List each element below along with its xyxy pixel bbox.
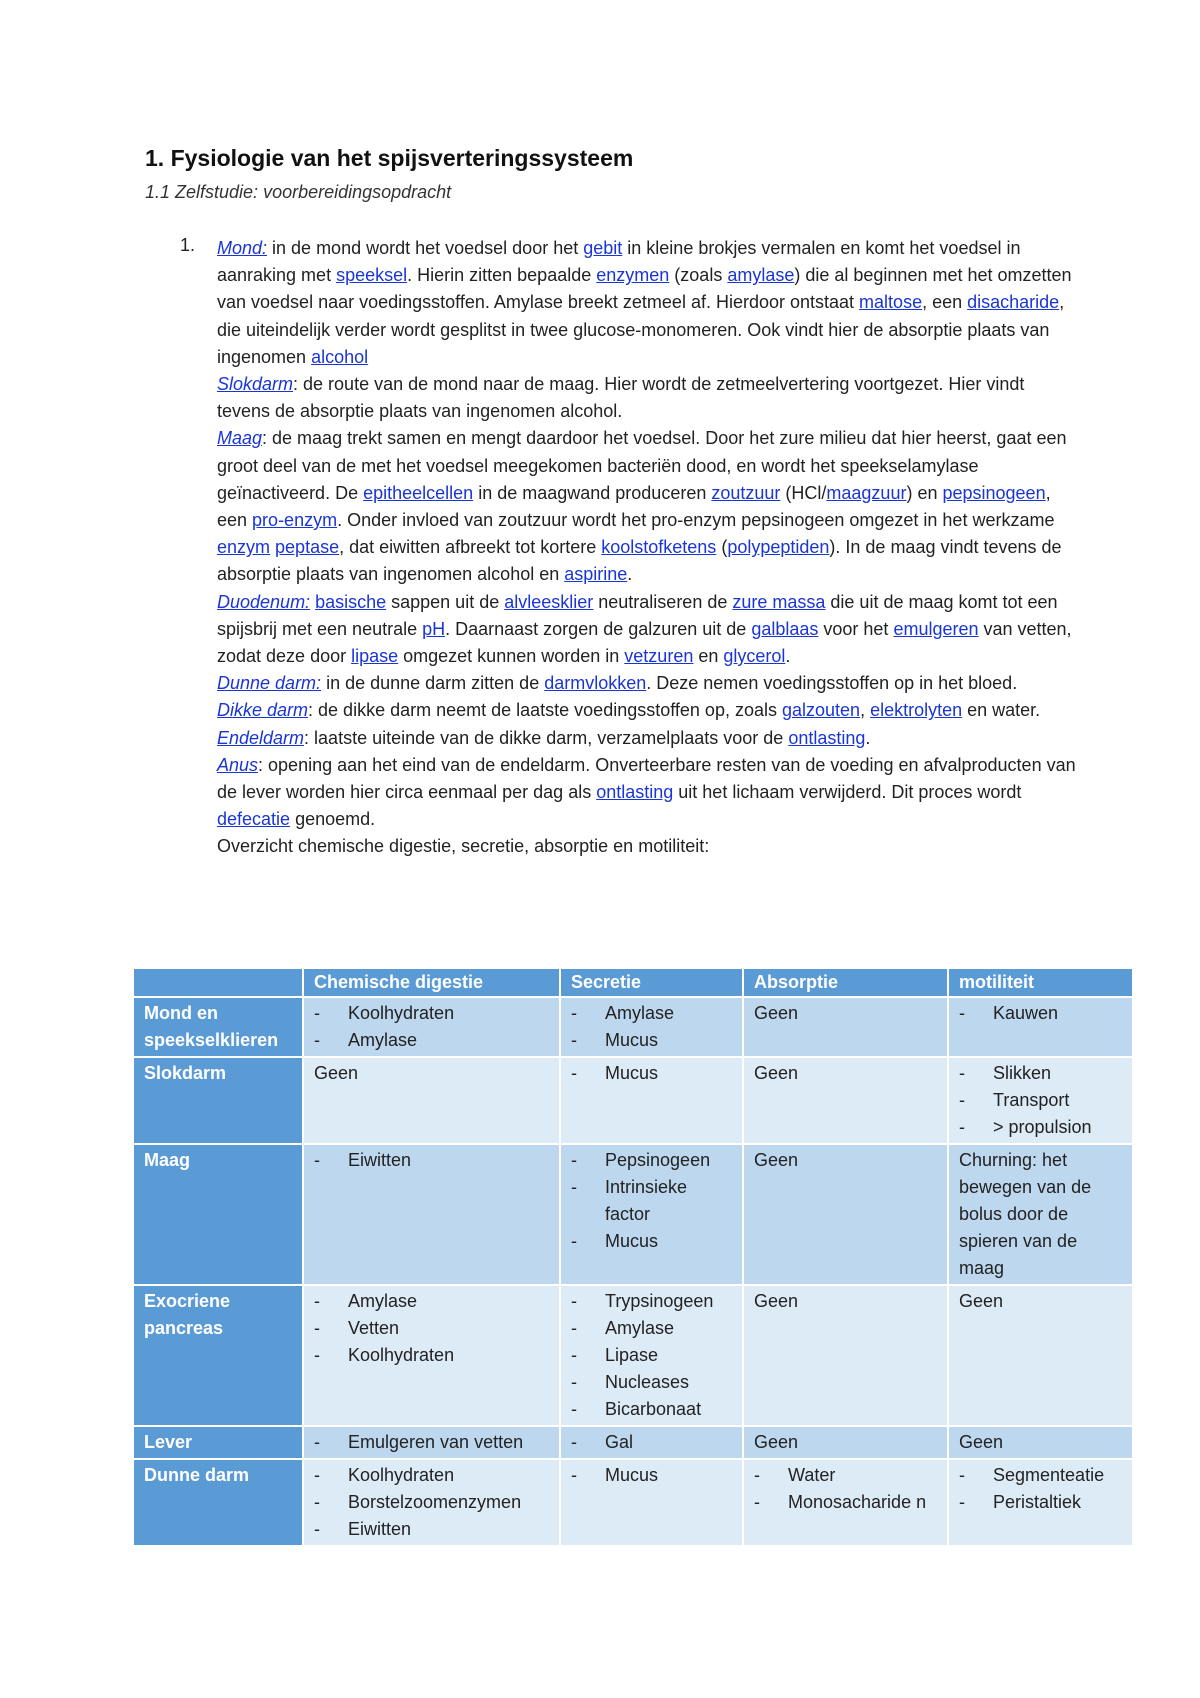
list-item: - Bicarbonaat — [571, 1396, 732, 1423]
list-item: - Slikken — [959, 1060, 1122, 1087]
text-segment: . Hierin zitten bepaalde — [407, 265, 597, 286]
table-cell — [948, 1057, 1133, 1144]
table-cell: Churning: het bewegen van de bolus door de spieren van de maag — [948, 1144, 1133, 1285]
list-item: - Amylase — [314, 1288, 549, 1315]
table-cell — [303, 1285, 560, 1426]
term-link[interactable]: maagzuur — [826, 482, 907, 503]
text-segment: en — [693, 646, 724, 667]
text-segment: , — [860, 700, 871, 721]
term-link[interactable]: galzouten — [781, 700, 861, 721]
term-link[interactable]: zoutzuur — [711, 482, 781, 503]
text-segment: : de maag trekt samen en mengt daardoor het voedsel. Door het zure milieu dat hier heerst, gaat een groot deel van de met het voedsel meegekomen bacteriën dood, en wordt het speekselamylase geïnactiveerd. De — [217, 428, 1067, 503]
table-cell: Geen — [743, 1285, 948, 1426]
list-item: - Pepsinogeen — [571, 1147, 732, 1174]
table-header-row — [133, 968, 1133, 997]
term-link[interactable]: Mond: — [217, 238, 268, 258]
list-item: - Intrinsieke factor — [571, 1174, 732, 1228]
list-item: - Amylase — [571, 1000, 732, 1027]
term-link[interactable]: Maag — [217, 428, 263, 449]
text-segment: genoemd. — [290, 809, 376, 830]
list-item: - Gal — [571, 1429, 732, 1456]
term-link[interactable]: basische — [315, 591, 387, 612]
paragraph — [217, 670, 1077, 697]
term-link[interactable]: vetzuren — [624, 646, 694, 667]
term-link[interactable]: galblaas — [751, 618, 819, 639]
text-segment: . Deze nemen voedingsstoffen op in het bloed. — [646, 673, 1018, 694]
table-cell — [948, 1459, 1133, 1546]
text-segment: sappen uit de — [386, 591, 505, 612]
column-header: Absorptie — [743, 968, 948, 997]
text-segment: : laatste uiteinde van de dikke darm, verzamelplaats voor de — [304, 727, 789, 748]
row-header: Maag — [133, 1144, 303, 1285]
row-header: Mond en speekselklieren — [133, 997, 303, 1057]
term-link[interactable]: gebit — [583, 238, 623, 258]
text-segment: : de dikke darm neemt de laatste voedingsstoffen op, zoals — [308, 700, 782, 721]
list-item: - Mucus — [571, 1060, 732, 1087]
term-link[interactable]: alcohol — [311, 346, 369, 367]
table-row — [133, 997, 1133, 1057]
column-header: Secretie — [560, 968, 743, 997]
list-item: - Vetten — [314, 1315, 549, 1342]
list-item: - > propulsion — [959, 1114, 1122, 1141]
cell-list — [959, 1060, 1122, 1141]
text-segment: . Daarnaast zorgen de galzuren uit de — [445, 618, 752, 639]
term-link[interactable]: Dunne darm: — [217, 673, 322, 694]
term-link[interactable]: polypeptiden — [727, 537, 830, 558]
table-row — [133, 1057, 1133, 1144]
list-item: - Segmenteatie — [959, 1462, 1122, 1489]
cell-list — [571, 1060, 732, 1087]
list-item: - Koolhydraten — [314, 1342, 549, 1369]
list-item: - Peristaltiek — [959, 1489, 1122, 1516]
list-item: - Eiwitten — [314, 1516, 549, 1543]
text-segment: die uit de maag komt tot een spijsbrij met een neutrale — [217, 591, 1058, 639]
term-link[interactable]: amylase — [727, 265, 795, 286]
text-segment: voor het — [818, 618, 894, 639]
term-link[interactable]: enzym — [217, 537, 271, 558]
table-cell — [560, 1426, 743, 1459]
cell-list — [314, 1000, 549, 1054]
list-item: - Monosacharide n — [754, 1489, 937, 1516]
list-item: - Emulgeren van vetten — [314, 1429, 549, 1456]
table-cell — [303, 997, 560, 1057]
term-link[interactable]: enzymen — [596, 265, 670, 286]
text-segment: omgezet kunnen worden in — [398, 646, 625, 667]
term-link[interactable]: epitheelcellen — [363, 482, 474, 503]
paragraph — [217, 752, 1077, 834]
term-link[interactable]: aspirine — [564, 564, 628, 585]
paragraph — [217, 697, 1077, 724]
page-title: 1. Fysiologie van het spijsverteringssysteem — [145, 145, 634, 171]
cell-list — [959, 1462, 1122, 1516]
list-item: - Trypsinogeen — [571, 1288, 732, 1315]
text-segment: uit het lichaam verwijderd. Dit proces wordt — [673, 782, 1022, 803]
list-item: - Mucus — [571, 1462, 732, 1489]
list-item: - Amylase — [314, 1027, 549, 1054]
table-row — [133, 1285, 1133, 1426]
row-header: Exocriene pancreas — [133, 1285, 303, 1426]
term-link[interactable]: defecatie — [217, 809, 291, 830]
cell-list — [314, 1288, 549, 1369]
list-item: - Mucus — [571, 1027, 732, 1054]
text-segment: ). In de maag vindt tevens de absorptie plaats van ingenomen alcohol en — [217, 537, 1062, 585]
table-cell — [560, 1459, 743, 1546]
text-segment: . — [627, 564, 633, 585]
text-segment: ) en — [906, 482, 943, 503]
list-item: - Nucleases — [571, 1369, 732, 1396]
paragraph — [217, 725, 1077, 752]
text-segment: , dat eiwitten afbreekt tot kortere — [339, 537, 602, 558]
table-cell: Geen — [948, 1285, 1133, 1426]
table-cell — [303, 1144, 560, 1285]
text-segment: in de maagwand produceren — [473, 482, 712, 503]
paragraph — [217, 371, 1077, 425]
table-cell — [560, 997, 743, 1057]
text-segment: van vetten, zodat deze door — [217, 618, 1072, 667]
cell-list — [314, 1147, 549, 1174]
paragraph — [217, 425, 1077, 588]
term-link[interactable]: disacharide — [967, 292, 1060, 313]
cell-list — [314, 1462, 549, 1543]
table-cell — [303, 1426, 560, 1459]
list-item: - Mucus — [571, 1228, 732, 1255]
text-segment: , een — [217, 482, 1051, 531]
term-link[interactable]: ontlasting — [788, 727, 866, 748]
list-item: - Lipase — [571, 1342, 732, 1369]
term-link[interactable]: pH — [422, 618, 446, 639]
paragraph — [217, 235, 1077, 371]
term-link[interactable]: Slokdarm — [217, 374, 294, 395]
row-header: Dunne darm — [133, 1459, 303, 1546]
list-item: - Kauwen — [959, 1000, 1122, 1027]
term-link[interactable]: zure massa — [732, 591, 826, 612]
term-link[interactable]: emulgeren — [893, 618, 979, 639]
table-row — [133, 1459, 1133, 1546]
table-cell: Geen — [303, 1057, 560, 1144]
text-segment: . Onder invloed van zoutzuur wordt het pro-enzym pepsinogeen omgezet in het werkzame — [337, 510, 1055, 531]
table-cell: Geen — [743, 997, 948, 1057]
cell-list — [959, 1000, 1122, 1027]
answer-text — [217, 235, 1077, 861]
term-link[interactable]: koolstofketens — [601, 537, 717, 558]
table-cell — [560, 1144, 743, 1285]
table-cell: Geen — [743, 1426, 948, 1459]
term-link[interactable]: Endeldarm — [217, 727, 305, 748]
table-cell: Geen — [948, 1426, 1133, 1459]
text-segment: in de mond wordt het voedsel door het — [267, 238, 584, 258]
table-row — [133, 1426, 1133, 1459]
term-link[interactable]: peptase — [275, 537, 340, 558]
text-segment: en water. — [962, 700, 1041, 721]
text-segment: neutraliseren de — [593, 591, 733, 612]
row-header: Slokdarm — [133, 1057, 303, 1144]
cell-list — [571, 1429, 732, 1456]
list-item: - Koolhydraten — [314, 1000, 549, 1027]
list-item: - Borstelzoomenzymen — [314, 1489, 549, 1516]
text-segment: (HCl/ — [780, 482, 827, 503]
cell-list — [571, 1000, 732, 1054]
column-header — [133, 968, 303, 997]
text-segment: (zoals — [669, 265, 728, 286]
row-header: Lever — [133, 1426, 303, 1459]
term-link[interactable]: pepsinogeen — [942, 482, 1046, 503]
cell-list — [571, 1462, 732, 1489]
term-link[interactable]: darmvlokken — [544, 673, 647, 694]
term-link[interactable]: Anus — [217, 754, 259, 775]
table-row — [133, 1144, 1133, 1285]
text-segment: : de route van de mond naar de maag. Hier wordt de zetmeelvertering voortgezet. Hier vindt tevens de absorptie plaats van ingenomen alcohol. — [217, 374, 1025, 422]
table-cell — [303, 1459, 560, 1546]
table-cell — [948, 997, 1133, 1057]
list-item: - Koolhydraten — [314, 1462, 549, 1489]
list-item: - Transport — [959, 1087, 1122, 1114]
text-segment: . — [865, 727, 871, 748]
term-link[interactable]: ontlasting — [596, 782, 674, 803]
text-segment: Overzicht chemische digestie, secretie, absorptie en motiliteit: — [217, 836, 710, 857]
term-link[interactable]: maltose — [859, 292, 923, 313]
text-segment: : opening aan het eind van de endeldarm. Onverteerbare resten van de voeding en afvalproducten van de lever worden hier circa eenmaal per dag als — [217, 754, 1076, 803]
term-link[interactable]: speeksel — [336, 265, 408, 286]
list-item: - Eiwitten — [314, 1147, 549, 1174]
table-cell: Geen — [743, 1057, 948, 1144]
list-item: - Amylase — [571, 1315, 732, 1342]
list-number: 1. — [180, 235, 196, 255]
text-segment: in kleine brokjes vermalen en komt het voedsel in aanraking met — [217, 238, 1021, 286]
column-header: Chemische digestie — [303, 968, 560, 997]
column-header: motiliteit — [948, 968, 1133, 997]
text-segment: , een — [922, 292, 968, 313]
term-link[interactable]: pro-enzym — [252, 510, 338, 531]
paragraph — [217, 589, 1077, 671]
text-segment: ) die al beginnen met het omzetten van voedsel naar voedingsstoffen. Amylase breekt zetmeel af. Hierdoor ontstaat — [217, 265, 1072, 313]
cell-list — [314, 1429, 549, 1456]
text-segment: . — [785, 646, 791, 667]
table-cell — [560, 1285, 743, 1426]
table-cell — [560, 1057, 743, 1144]
overview-table — [132, 967, 1134, 1547]
term-link[interactable]: Duodenum: — [217, 591, 311, 612]
text-segment: in de dunne darm zitten de — [321, 673, 545, 694]
term-link[interactable]: glycerol — [723, 646, 786, 667]
section-subtitle: 1.1 Zelfstudie: voorbereidingsopdracht — [145, 182, 452, 202]
table-cell: Geen — [743, 1144, 948, 1285]
cell-list — [754, 1462, 937, 1516]
cell-list — [571, 1288, 732, 1423]
table-cell — [743, 1459, 948, 1546]
paragraph — [217, 833, 1077, 860]
text-segment: , die uiteindelijk verder wordt gesplitst in twee glucose-monomeren. Ook vindt hier de absorptie plaats van ingenomen — [217, 292, 1065, 367]
term-link[interactable]: elektrolyten — [870, 700, 963, 721]
list-item: - Water — [754, 1462, 937, 1489]
term-link[interactable]: Dikke darm — [217, 700, 309, 721]
text-segment: ( — [716, 537, 728, 558]
term-link[interactable]: lipase — [351, 646, 399, 667]
term-link[interactable]: alvleesklier — [504, 591, 594, 612]
cell-list — [571, 1147, 732, 1255]
